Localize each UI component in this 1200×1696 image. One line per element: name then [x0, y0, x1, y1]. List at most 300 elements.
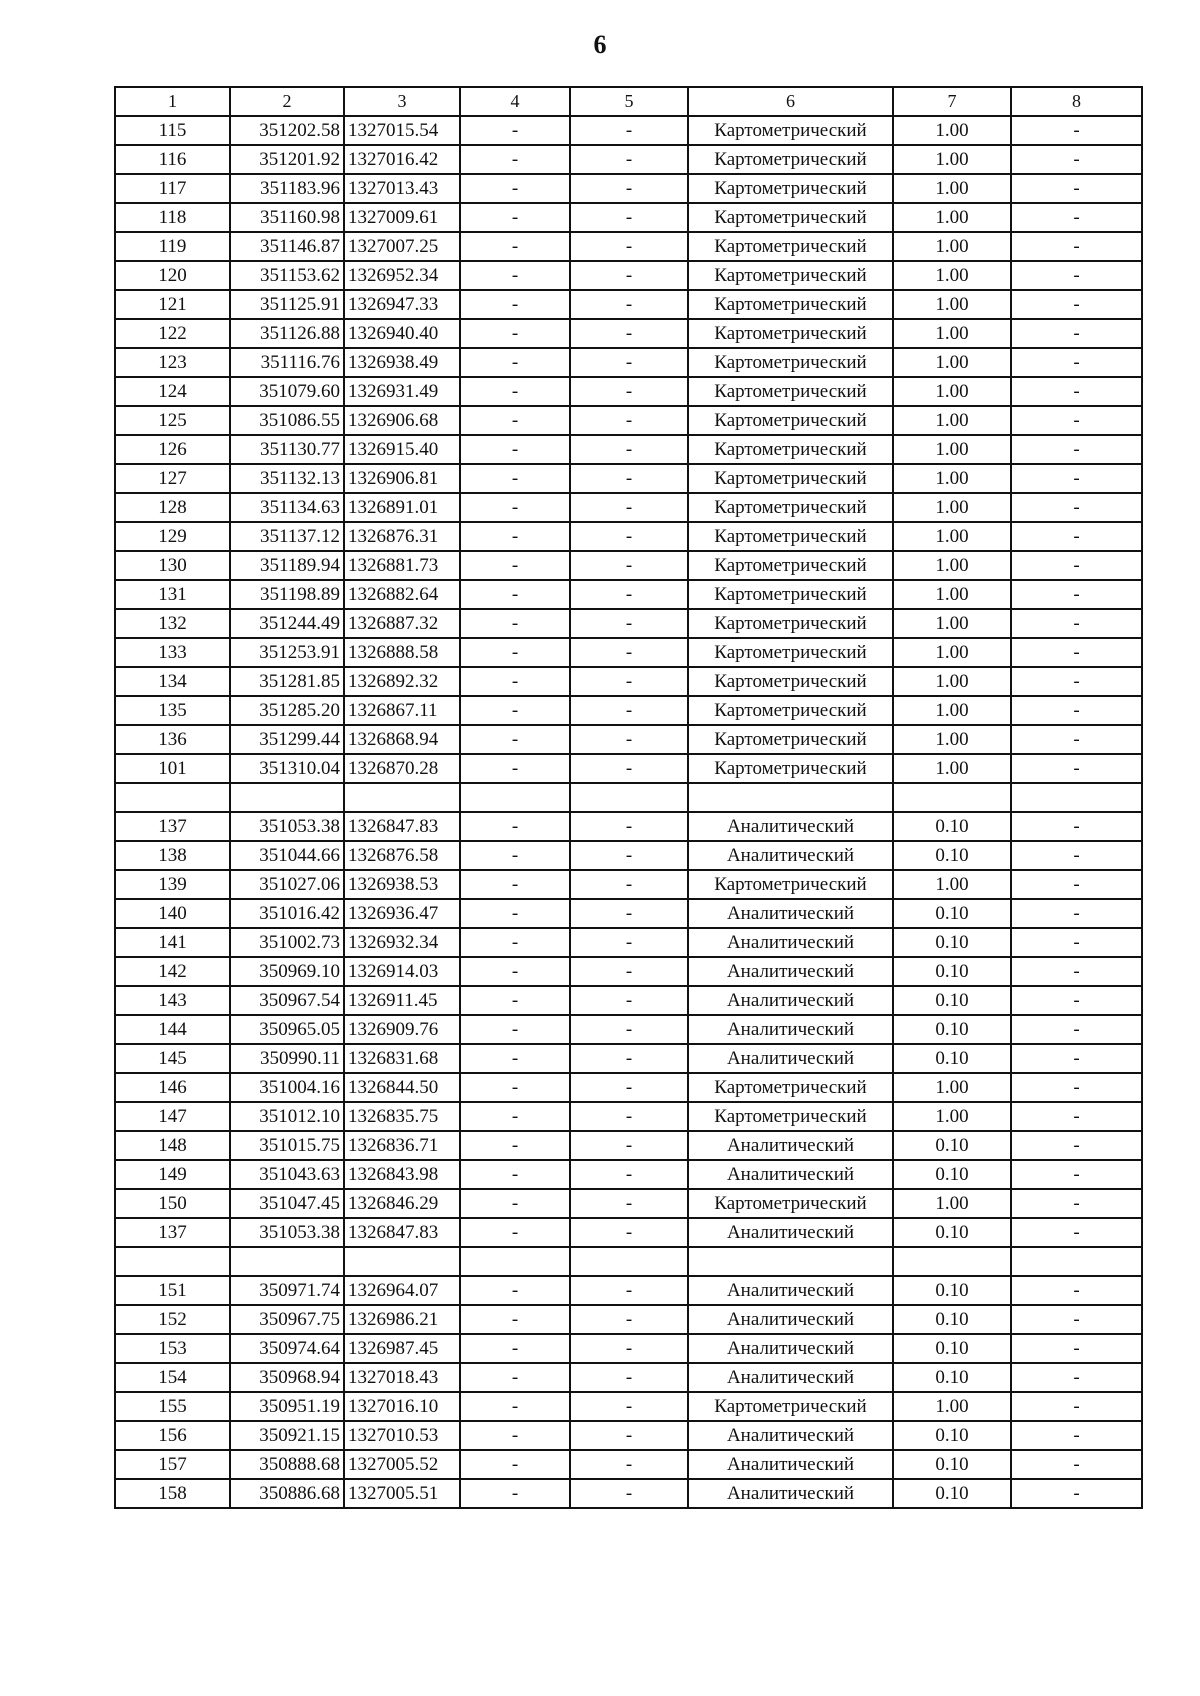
point-number-cell: 151 [115, 1276, 230, 1305]
col8-cell: - [1011, 319, 1142, 348]
y-coordinate-cell: 1326882.64 [344, 580, 460, 609]
col8-cell: - [1011, 754, 1142, 783]
column-header: 7 [893, 87, 1011, 116]
table-row [115, 928, 1142, 957]
y-coordinate-cell: 1326891.01 [344, 493, 460, 522]
col5-cell: - [570, 290, 688, 319]
column-header: 3 [344, 87, 460, 116]
method-cell [688, 1247, 893, 1276]
accuracy-cell: 0.10 [893, 1334, 1011, 1363]
accuracy-cell: 1.00 [893, 435, 1011, 464]
col8-cell: - [1011, 1015, 1142, 1044]
y-coordinate-cell: 1326947.33 [344, 290, 460, 319]
col5-cell: - [570, 725, 688, 754]
col5-cell: - [570, 435, 688, 464]
col4-cell: - [460, 1421, 570, 1450]
col8-cell: - [1011, 348, 1142, 377]
method-cell: Картометрический [688, 551, 893, 580]
col8-cell: - [1011, 377, 1142, 406]
col4-cell: - [460, 145, 570, 174]
accuracy-cell: 1.00 [893, 609, 1011, 638]
accuracy-cell: 0.10 [893, 1160, 1011, 1189]
x-coordinate-cell: 350921.15 [230, 1421, 344, 1450]
col4-cell [460, 783, 570, 812]
col8-cell: - [1011, 174, 1142, 203]
y-coordinate-cell: 1326843.98 [344, 1160, 460, 1189]
col8-cell: - [1011, 986, 1142, 1015]
method-cell: Аналитический [688, 1334, 893, 1363]
col5-cell [570, 1247, 688, 1276]
accuracy-cell: 1.00 [893, 145, 1011, 174]
method-cell: Картометрический [688, 348, 893, 377]
y-coordinate-cell: 1327018.43 [344, 1363, 460, 1392]
col8-cell: - [1011, 1131, 1142, 1160]
method-cell: Картометрический [688, 638, 893, 667]
x-coordinate-cell [230, 1247, 344, 1276]
y-coordinate-cell: 1327013.43 [344, 174, 460, 203]
x-coordinate-cell: 351201.92 [230, 145, 344, 174]
point-number-cell: 134 [115, 667, 230, 696]
x-coordinate-cell: 351043.63 [230, 1160, 344, 1189]
accuracy-cell: 0.10 [893, 1479, 1011, 1508]
col8-cell: - [1011, 406, 1142, 435]
accuracy-cell: 0.10 [893, 1131, 1011, 1160]
y-coordinate-cell: 1326938.49 [344, 348, 460, 377]
col8-cell [1011, 1247, 1142, 1276]
col4-cell: - [460, 522, 570, 551]
col4-cell: - [460, 696, 570, 725]
table-row [115, 116, 1142, 145]
accuracy-cell: 1.00 [893, 725, 1011, 754]
y-coordinate-cell: 1326906.81 [344, 464, 460, 493]
table-row [115, 319, 1142, 348]
method-cell: Аналитический [688, 928, 893, 957]
x-coordinate-cell: 351198.89 [230, 580, 344, 609]
point-number-cell: 121 [115, 290, 230, 319]
col8-cell: - [1011, 1189, 1142, 1218]
col8-cell [1011, 783, 1142, 812]
x-coordinate-cell: 351002.73 [230, 928, 344, 957]
column-header: 8 [1011, 87, 1142, 116]
x-coordinate-cell: 351244.49 [230, 609, 344, 638]
table-row [115, 1276, 1142, 1305]
col4-cell: - [460, 116, 570, 145]
table-row [115, 638, 1142, 667]
x-coordinate-cell: 350967.54 [230, 986, 344, 1015]
method-cell: Аналитический [688, 1450, 893, 1479]
accuracy-cell: 1.00 [893, 870, 1011, 899]
method-cell: Картометрический [688, 116, 893, 145]
y-coordinate-cell [344, 783, 460, 812]
col8-cell: - [1011, 464, 1142, 493]
point-number-cell: 138 [115, 841, 230, 870]
accuracy-cell [893, 783, 1011, 812]
x-coordinate-cell: 351053.38 [230, 1218, 344, 1247]
method-cell: Аналитический [688, 899, 893, 928]
table-row [115, 261, 1142, 290]
method-cell: Картометрический [688, 406, 893, 435]
col4-cell: - [460, 232, 570, 261]
point-number-cell: 153 [115, 1334, 230, 1363]
table-row [115, 580, 1142, 609]
table-row [115, 203, 1142, 232]
accuracy-cell: 0.10 [893, 1218, 1011, 1247]
col4-cell: - [460, 551, 570, 580]
col4-cell: - [460, 1102, 570, 1131]
accuracy-cell: 1.00 [893, 1392, 1011, 1421]
col8-cell: - [1011, 725, 1142, 754]
accuracy-cell: 1.00 [893, 261, 1011, 290]
accuracy-cell: 1.00 [893, 406, 1011, 435]
col5-cell: - [570, 203, 688, 232]
x-coordinate-cell: 351086.55 [230, 406, 344, 435]
accuracy-cell: 0.10 [893, 899, 1011, 928]
table-row [115, 1450, 1142, 1479]
col4-cell: - [460, 203, 570, 232]
point-number-cell: 127 [115, 464, 230, 493]
point-number-cell: 147 [115, 1102, 230, 1131]
point-number-cell: 126 [115, 435, 230, 464]
col8-cell: - [1011, 522, 1142, 551]
x-coordinate-cell: 351299.44 [230, 725, 344, 754]
col5-cell: - [570, 1305, 688, 1334]
method-cell: Картометрический [688, 870, 893, 899]
col5-cell: - [570, 754, 688, 783]
col5-cell: - [570, 1363, 688, 1392]
table-row [115, 1305, 1142, 1334]
col5-cell: - [570, 145, 688, 174]
point-number-cell: 133 [115, 638, 230, 667]
y-coordinate-cell: 1327015.54 [344, 116, 460, 145]
col8-cell: - [1011, 145, 1142, 174]
table-row [115, 435, 1142, 464]
x-coordinate-cell: 351132.13 [230, 464, 344, 493]
point-number-cell: 137 [115, 1218, 230, 1247]
method-cell: Картометрический [688, 435, 893, 464]
table-row [115, 1189, 1142, 1218]
col4-cell: - [460, 928, 570, 957]
accuracy-cell: 1.00 [893, 1073, 1011, 1102]
y-coordinate-cell: 1326881.73 [344, 551, 460, 580]
point-number-cell: 101 [115, 754, 230, 783]
col8-cell: - [1011, 261, 1142, 290]
y-coordinate-cell: 1327016.42 [344, 145, 460, 174]
table-row [115, 1044, 1142, 1073]
accuracy-cell: 0.10 [893, 1015, 1011, 1044]
col4-cell: - [460, 377, 570, 406]
accuracy-cell: 1.00 [893, 667, 1011, 696]
x-coordinate-cell: 351134.63 [230, 493, 344, 522]
y-coordinate-cell: 1326844.50 [344, 1073, 460, 1102]
table-header-row [115, 87, 1142, 116]
col4-cell: - [460, 609, 570, 638]
col5-cell: - [570, 1276, 688, 1305]
table-row [115, 986, 1142, 1015]
col4-cell: - [460, 812, 570, 841]
col5-cell: - [570, 406, 688, 435]
method-cell: Картометрический [688, 377, 893, 406]
col5-cell: - [570, 928, 688, 957]
col8-cell: - [1011, 1421, 1142, 1450]
method-cell: Аналитический [688, 1131, 893, 1160]
col8-cell: - [1011, 116, 1142, 145]
method-cell: Аналитический [688, 957, 893, 986]
point-number-cell: 143 [115, 986, 230, 1015]
x-coordinate-cell: 350971.74 [230, 1276, 344, 1305]
y-coordinate-cell [344, 1247, 460, 1276]
point-number-cell: 122 [115, 319, 230, 348]
col4-cell: - [460, 261, 570, 290]
point-number-cell: 115 [115, 116, 230, 145]
y-coordinate-cell: 1326847.83 [344, 1218, 460, 1247]
point-number-cell: 123 [115, 348, 230, 377]
col5-cell: - [570, 174, 688, 203]
table-row [115, 1131, 1142, 1160]
col5-cell: - [570, 841, 688, 870]
y-coordinate-cell: 1326868.94 [344, 725, 460, 754]
col5-cell: - [570, 638, 688, 667]
method-cell: Картометрический [688, 1102, 893, 1131]
col5-cell: - [570, 319, 688, 348]
y-coordinate-cell: 1327005.52 [344, 1450, 460, 1479]
table-row [115, 1102, 1142, 1131]
y-coordinate-cell: 1327005.51 [344, 1479, 460, 1508]
col4-cell: - [460, 290, 570, 319]
col4-cell: - [460, 725, 570, 754]
col5-cell: - [570, 899, 688, 928]
table-row [115, 145, 1142, 174]
col8-cell: - [1011, 812, 1142, 841]
method-cell: Картометрический [688, 203, 893, 232]
method-cell: Картометрический [688, 522, 893, 551]
y-coordinate-cell: 1326931.49 [344, 377, 460, 406]
col4-cell: - [460, 1044, 570, 1073]
col4-cell: - [460, 1131, 570, 1160]
col8-cell: - [1011, 493, 1142, 522]
method-cell: Картометрический [688, 754, 893, 783]
table-row [115, 406, 1142, 435]
table-row [115, 1218, 1142, 1247]
accuracy-cell: 1.00 [893, 1189, 1011, 1218]
col8-cell: - [1011, 841, 1142, 870]
x-coordinate-cell: 351016.42 [230, 899, 344, 928]
col8-cell: - [1011, 696, 1142, 725]
col5-cell: - [570, 696, 688, 725]
col4-cell: - [460, 1334, 570, 1363]
accuracy-cell: 0.10 [893, 957, 1011, 986]
y-coordinate-cell: 1326940.40 [344, 319, 460, 348]
table-row [115, 1247, 1142, 1276]
method-cell: Картометрический [688, 1073, 893, 1102]
col4-cell: - [460, 870, 570, 899]
table-row [115, 957, 1142, 986]
x-coordinate-cell [230, 783, 344, 812]
y-coordinate-cell: 1326938.53 [344, 870, 460, 899]
method-cell: Картометрический [688, 232, 893, 261]
col4-cell: - [460, 174, 570, 203]
accuracy-cell: 1.00 [893, 696, 1011, 725]
col4-cell: - [460, 464, 570, 493]
y-coordinate-cell: 1326847.83 [344, 812, 460, 841]
col4-cell: - [460, 957, 570, 986]
point-number-cell: 128 [115, 493, 230, 522]
col4-cell: - [460, 1276, 570, 1305]
accuracy-cell: 1.00 [893, 754, 1011, 783]
table-row [115, 348, 1142, 377]
col5-cell: - [570, 1073, 688, 1102]
table-row [115, 696, 1142, 725]
x-coordinate-cell: 351310.04 [230, 754, 344, 783]
col4-cell: - [460, 493, 570, 522]
col5-cell: - [570, 522, 688, 551]
x-coordinate-cell: 351027.06 [230, 870, 344, 899]
accuracy-cell: 1.00 [893, 522, 1011, 551]
col8-cell: - [1011, 609, 1142, 638]
col5-cell: - [570, 1160, 688, 1189]
col4-cell: - [460, 754, 570, 783]
method-cell: Аналитический [688, 1479, 893, 1508]
method-cell: Картометрический [688, 1392, 893, 1421]
point-number-cell: 152 [115, 1305, 230, 1334]
method-cell: Картометрический [688, 174, 893, 203]
table-row [115, 290, 1142, 319]
point-number-cell: 136 [115, 725, 230, 754]
x-coordinate-cell: 351012.10 [230, 1102, 344, 1131]
col4-cell: - [460, 1363, 570, 1392]
y-coordinate-cell: 1326876.31 [344, 522, 460, 551]
x-coordinate-cell: 351189.94 [230, 551, 344, 580]
y-coordinate-cell: 1326909.76 [344, 1015, 460, 1044]
point-number-cell: 156 [115, 1421, 230, 1450]
accuracy-cell: 0.10 [893, 841, 1011, 870]
point-number-cell: 141 [115, 928, 230, 957]
method-cell: Аналитический [688, 1276, 893, 1305]
table-row [115, 870, 1142, 899]
x-coordinate-cell: 350888.68 [230, 1450, 344, 1479]
col8-cell: - [1011, 551, 1142, 580]
y-coordinate-cell: 1326887.32 [344, 609, 460, 638]
table-row [115, 551, 1142, 580]
method-cell: Картометрический [688, 145, 893, 174]
point-number-cell: 140 [115, 899, 230, 928]
y-coordinate-cell: 1326846.29 [344, 1189, 460, 1218]
point-number-cell: 118 [115, 203, 230, 232]
method-cell: Аналитический [688, 1218, 893, 1247]
y-coordinate-cell: 1326987.45 [344, 1334, 460, 1363]
col8-cell: - [1011, 1392, 1142, 1421]
col5-cell: - [570, 986, 688, 1015]
table-row [115, 812, 1142, 841]
y-coordinate-cell: 1326876.58 [344, 841, 460, 870]
method-cell: Аналитический [688, 1305, 893, 1334]
y-coordinate-cell: 1326836.71 [344, 1131, 460, 1160]
y-coordinate-cell: 1326835.75 [344, 1102, 460, 1131]
method-cell: Картометрический [688, 696, 893, 725]
point-number-cell: 157 [115, 1450, 230, 1479]
table-row [115, 1015, 1142, 1044]
method-cell: Картометрический [688, 493, 893, 522]
col5-cell: - [570, 1450, 688, 1479]
point-number-cell: 154 [115, 1363, 230, 1392]
y-coordinate-cell: 1327009.61 [344, 203, 460, 232]
col5-cell: - [570, 1421, 688, 1450]
col4-cell: - [460, 638, 570, 667]
method-cell: Аналитический [688, 841, 893, 870]
point-number-cell: 139 [115, 870, 230, 899]
table-row [115, 841, 1142, 870]
x-coordinate-cell: 351015.75 [230, 1131, 344, 1160]
y-coordinate-cell: 1326952.34 [344, 261, 460, 290]
point-number-cell: 131 [115, 580, 230, 609]
accuracy-cell: 0.10 [893, 812, 1011, 841]
accuracy-cell: 1.00 [893, 348, 1011, 377]
method-cell: Картометрический [688, 580, 893, 609]
x-coordinate-cell: 351253.91 [230, 638, 344, 667]
table-row [115, 754, 1142, 783]
x-coordinate-cell: 351202.58 [230, 116, 344, 145]
accuracy-cell: 1.00 [893, 319, 1011, 348]
y-coordinate-cell: 1327007.25 [344, 232, 460, 261]
x-coordinate-cell: 350974.64 [230, 1334, 344, 1363]
col8-cell: - [1011, 667, 1142, 696]
y-coordinate-cell: 1326964.07 [344, 1276, 460, 1305]
x-coordinate-cell: 351126.88 [230, 319, 344, 348]
point-number-cell: 132 [115, 609, 230, 638]
method-cell: Аналитический [688, 1015, 893, 1044]
col8-cell: - [1011, 957, 1142, 986]
col4-cell: - [460, 580, 570, 609]
col8-cell: - [1011, 1479, 1142, 1508]
point-number-cell: 155 [115, 1392, 230, 1421]
method-cell: Картометрический [688, 464, 893, 493]
col4-cell: - [460, 1160, 570, 1189]
col4-cell: - [460, 1305, 570, 1334]
x-coordinate-cell: 351153.62 [230, 261, 344, 290]
method-cell: Картометрический [688, 290, 893, 319]
col4-cell: - [460, 1015, 570, 1044]
x-coordinate-cell: 351116.76 [230, 348, 344, 377]
table-row [115, 493, 1142, 522]
col5-cell: - [570, 1102, 688, 1131]
col5-cell: - [570, 1189, 688, 1218]
col8-cell: - [1011, 638, 1142, 667]
col8-cell: - [1011, 1363, 1142, 1392]
col8-cell: - [1011, 1160, 1142, 1189]
x-coordinate-cell: 350969.10 [230, 957, 344, 986]
col5-cell: - [570, 609, 688, 638]
y-coordinate-cell: 1327016.10 [344, 1392, 460, 1421]
y-coordinate-cell: 1326906.68 [344, 406, 460, 435]
col5-cell: - [570, 1044, 688, 1073]
col5-cell [570, 783, 688, 812]
x-coordinate-cell: 351079.60 [230, 377, 344, 406]
table-row [115, 1479, 1142, 1508]
col5-cell: - [570, 377, 688, 406]
y-coordinate-cell: 1326936.47 [344, 899, 460, 928]
col5-cell: - [570, 870, 688, 899]
point-number-cell: 137 [115, 812, 230, 841]
point-number-cell: 145 [115, 1044, 230, 1073]
col5-cell: - [570, 116, 688, 145]
col4-cell: - [460, 435, 570, 464]
col5-cell: - [570, 812, 688, 841]
col5-cell: - [570, 464, 688, 493]
accuracy-cell: 1.00 [893, 232, 1011, 261]
table-row [115, 725, 1142, 754]
col4-cell: - [460, 1479, 570, 1508]
point-number-cell: 120 [115, 261, 230, 290]
col8-cell: - [1011, 1334, 1142, 1363]
